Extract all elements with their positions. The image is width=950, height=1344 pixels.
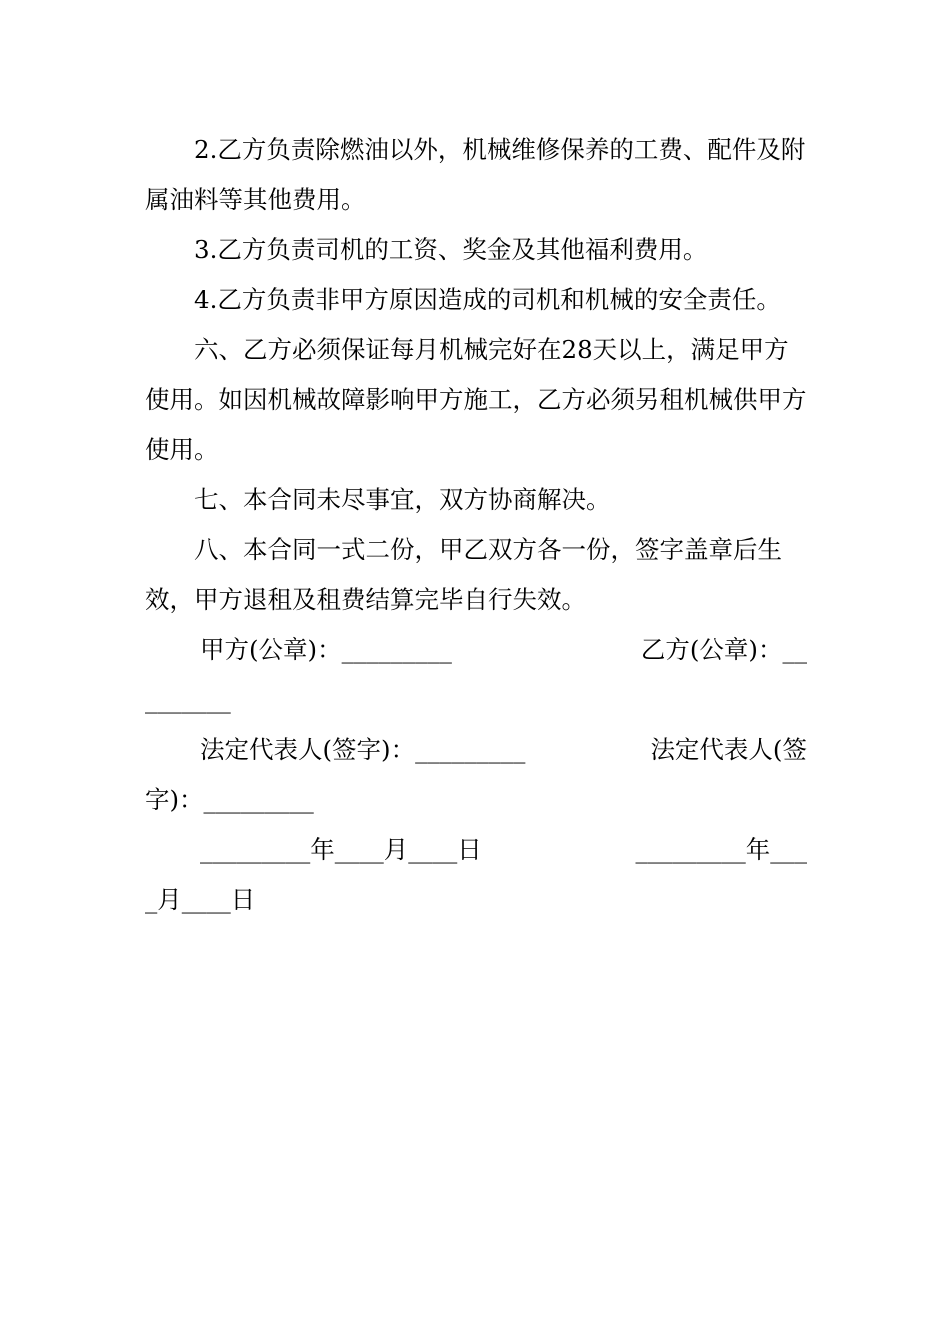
contract-body (145, 125, 807, 925)
clause-4-safety-responsibility: 4.乙方负责非甲方原因造成的司机和机械的安全责任。 (194, 285, 781, 314)
representative-signature-row (145, 725, 807, 825)
seal-signature-row (145, 625, 807, 725)
date-signature-row (145, 825, 807, 925)
party-b-seal-field-continued: _______ (145, 685, 231, 714)
party-b-seal-field: 乙方(公章)：__ (640, 635, 807, 664)
party-a-seal-field: 甲方(公章)：_________ (200, 635, 452, 664)
clause-3-driver-wages: 3.乙方负责司机的工资、奖金及其他福利费用。 (194, 235, 708, 264)
clause-8-copies-validity: 八、本合同一式二份，甲乙双方各一份，签字盖章后生效，甲方退租及租费结算完毕自行失效。 (145, 535, 782, 614)
clause-6-machine-availability: 六、乙方必须保证每月机械完好在28天以上，满足甲方使用。如因机械故障影响甲方施工，乙方必须另租机械供甲方使用。 (145, 335, 807, 464)
party-a-date-field: _________年____月____日 (200, 835, 482, 864)
clause-2-fuel-costs: 2.乙方负责除燃油以外，机械维修保养的工费、配件及附属油料等其他费用。 (145, 135, 806, 214)
party-b-representative-field: 法定代表人(签 (650, 735, 807, 764)
party-b-date-field: _________年___ (635, 835, 807, 864)
party-b-representative-field-continued: 字)：_________ (145, 785, 314, 814)
clause-7-unresolved-matters: 七、本合同未尽事宜，双方协商解决。 (194, 485, 611, 514)
party-a-representative-field: 法定代表人(签字)：_________ (200, 735, 526, 764)
party-b-date-field-continued: _月____日 (145, 885, 256, 914)
